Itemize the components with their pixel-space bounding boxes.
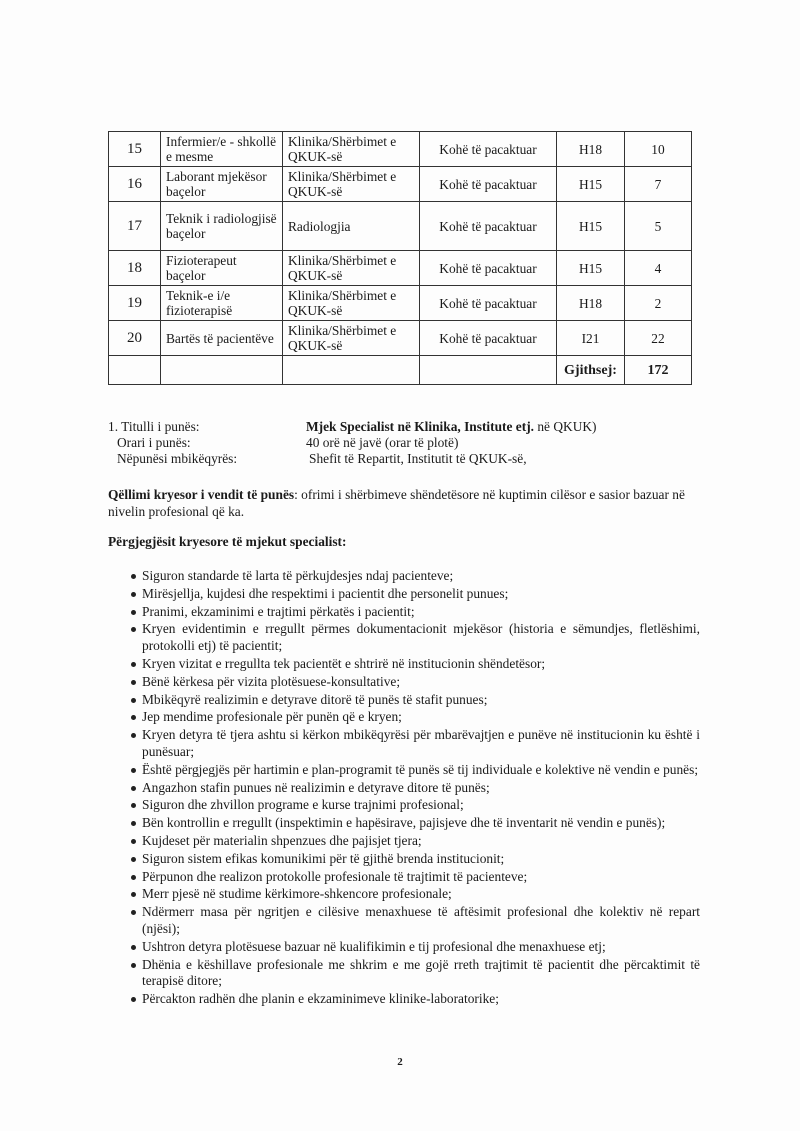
job-title-bold: Mjek Specialist në Klinika, Institute etj. [306,419,535,434]
responsibility-text: Përcakton radhën dhe planin e ekzaminimeve klinike-laboratorike; [142,991,499,1007]
position-title: Infermier/e - shkollë e mesme [161,132,283,167]
responsibility-text: Është përgjegjës për hartimin e plan-programit të punës së tij individuale e kolektive në vendin e punës; [142,761,699,777]
supervisor-value: Shefit të Repartit, Institutit të QKUK-së, [309,451,527,466]
responsibility-text: Kryen evidentimin e rregullt përmes dokumentacionit mjekësor (historia e sëmundjes, fletlëshimi, protokolli etj) të pacientit; [142,621,700,654]
bullet-icon [131,997,136,1002]
position-title: Teknik i radiologjisë baçelor [161,202,283,251]
responsibility-text: Bën kontrollin e rregullt (inspektimin e hapësirave, pajisjeve dhe të inventarit në vendin e punës); [142,815,666,831]
position-unit: Klinika/Shërbimet e QKUK-së [283,321,420,356]
bullet-icon [131,574,136,579]
supervisor-label: Nëpunësi mbikëqyrës: [117,451,238,466]
bullet-icon [131,768,136,773]
empty-cell [109,356,161,385]
bullet-icon [131,839,136,844]
responsibility-item [108,939,700,956]
empty-cell [420,356,557,385]
row-number: 19 [109,286,161,321]
responsibility-text: Pranimi, ekzaminimi e trajtimi përkatës i pacientit; [142,603,415,619]
bullet-icon [131,821,136,826]
bullet-icon [131,786,136,791]
responsibility-text: Merr pjesë në studime kërkimore-shkencore profesionale; [142,886,452,902]
row-number: 15 [109,132,161,167]
responsibility-item [108,869,700,886]
position-hours: Kohë të pacaktuar [420,132,557,167]
position-grade: H18 [557,132,625,167]
responsibility-item [108,568,700,585]
responsibility-item [108,991,700,1008]
responsibility-text: Siguron standarde të larta të përkujdesjes ndaj pacienteve; [142,568,454,583]
responsibility-item [108,780,700,797]
position-hours: Kohë të pacaktuar [420,286,557,321]
bullet-icon [131,963,136,968]
responsibility-text: Bënë kërkesa për vizita plotësuese-konsultative; [142,673,401,689]
position-unit: Klinika/Shërbimet e QKUK-së [283,286,420,321]
bullet-icon [131,680,136,685]
responsibility-item [108,656,700,673]
total-value: 172 [625,356,692,385]
position-grade: H15 [557,251,625,286]
position-grade: H15 [557,202,625,251]
responsibility-item [108,727,700,761]
main-goal-paragraph [108,486,698,520]
position-title: Fizioterapeut baçelor [161,251,283,286]
schedule-value: 40 orë në javë (orar të plotë) [306,435,459,450]
position-unit: Klinika/Shërbimet e QKUK-së [283,132,420,167]
position-grade: H18 [557,286,625,321]
responsibility-text: Përpunon dhe realizon protokolle profesionale të trajtimit të pacienteve; [142,868,528,884]
job-title-value [306,419,597,435]
responsibility-item [108,709,700,726]
position-hours: Kohë të pacaktuar [420,202,557,251]
responsibility-item [108,604,700,621]
responsibilities-heading: Përgjegjësit kryesore të mjekut specialist: [108,534,347,549]
table-row [109,132,692,167]
responsibility-text: Ndërmerr masa për ngritjen e cilësive menaxhuese të aftësimit profesional dhe kolektiv në repart (njësi); [142,904,700,936]
responsibility-text: Angazhon stafin punues në realizimin e detyrave ditore të punës; [142,779,490,795]
position-hours: Kohë të pacaktuar [420,321,557,356]
position-count: 4 [625,251,692,286]
responsibility-item [108,797,700,814]
job-title-label: 1. Titulli i punës: [108,419,200,434]
responsibility-text: Mbikëqyrë realizimin e detyrave ditorë të punës të stafit punues; [142,691,488,707]
position-title: Laborant mjekësor baçelor [161,167,283,202]
position-unit: Radiologjia [283,202,420,251]
position-count: 2 [625,286,692,321]
bullet-icon [131,875,136,880]
position-count: 5 [625,202,692,251]
schedule-row [108,435,597,451]
responsibility-text: Kujdeset për materialin shpenzues dhe pajisjet tjera; [142,832,422,848]
main-goal-label: Qëllimi kryesor i vendit të punës [108,487,295,502]
empty-cell [161,356,283,385]
empty-cell [283,356,420,385]
position-unit: Klinika/Shërbimet e QKUK-së [283,167,420,202]
bullet-icon [131,715,136,720]
responsibilities-list [108,568,700,1009]
table-total-row [109,356,692,385]
table-row [109,286,692,321]
bullet-icon [131,610,136,615]
bullet-icon [131,662,136,667]
job-title-row [108,419,597,435]
responsibility-item [108,586,700,603]
row-number: 17 [109,202,161,251]
page-number: 2 [397,1056,403,1068]
position-title: Bartës të pacientëve [161,321,283,356]
responsibility-item [108,833,700,850]
table-row [109,167,692,202]
bullet-icon [131,592,136,597]
position-unit: Klinika/Shërbimet e QKUK-së [283,251,420,286]
row-number: 16 [109,167,161,202]
table-row [109,251,692,286]
position-count: 10 [625,132,692,167]
responsibility-text: Dhënia e këshillave profesionale me shkrim e me gojë rreth trajtimit të pacientit dhe përcaktimit të terapisë ditore; [142,956,700,989]
responsibility-text: Kryen detyra të tjera ashtu si kërkon mbikëqyrësi për mbarëvajtjen e punëve në institucionin ku është i punësuar; [142,727,700,759]
position-grade: H15 [557,167,625,202]
responsibility-text: Siguron dhe zhvillon programe e kurse trajnimi profesional; [142,797,464,813]
position-hours: Kohë të pacaktuar [420,251,557,286]
bullet-icon [131,627,136,632]
bullet-icon [131,945,136,950]
table-row [109,321,692,356]
responsibility-item [108,674,700,691]
supervisor-row [108,451,597,467]
position-hours: Kohë të pacaktuar [420,167,557,202]
responsibility-text: Ushtron detyra plotësuese bazuar në kualifikimin e tij profesional dhe menaxhuese etj; [142,938,606,954]
table-row [109,202,692,251]
bullet-icon [131,733,136,738]
bullet-icon [131,910,136,915]
bullet-icon [131,857,136,862]
responsibility-item [108,886,700,903]
total-label: Gjithsej: [557,356,625,385]
responsibility-item [108,692,700,709]
row-number: 20 [109,321,161,356]
schedule-label: Orari i punës: [117,435,191,450]
row-number: 18 [109,251,161,286]
job-title-rest: në QKUK) [534,419,597,434]
bullet-icon [131,698,136,703]
staff-positions-table [108,131,692,385]
responsibility-item [108,957,700,991]
responsibility-text: Kryen vizitat e rregullta tek pacientët e shtrirë në institucionin shëndetësor; [142,655,546,671]
position-grade: I21 [557,321,625,356]
position-count: 22 [625,321,692,356]
position-count: 7 [625,167,692,202]
responsibility-item [108,851,700,868]
bullet-icon [131,803,136,808]
responsibility-item [108,762,700,779]
responsibility-item [108,621,700,655]
main-goal-text: : ofrimi i shërbimeve shëndetësore në kuptimin cilësor e sasior bazuar në nivelin profesional që ka. [108,487,685,519]
responsibility-text: Mirësjellja, kujdesi dhe respektimi i pacientit dhe personelit punues; [142,585,509,601]
responsibility-item [108,904,700,938]
responsibility-text: Siguron sistem efikas komunikimi për të gjithë brenda institucionit; [142,850,505,866]
position-title: Teknik-e i/e fizioterapisë [161,286,283,321]
job-meta [108,419,597,467]
responsibility-text: Jep mendime profesionale për punën që e kryen; [142,709,402,725]
responsibility-item [108,815,700,832]
bullet-icon [131,892,136,897]
